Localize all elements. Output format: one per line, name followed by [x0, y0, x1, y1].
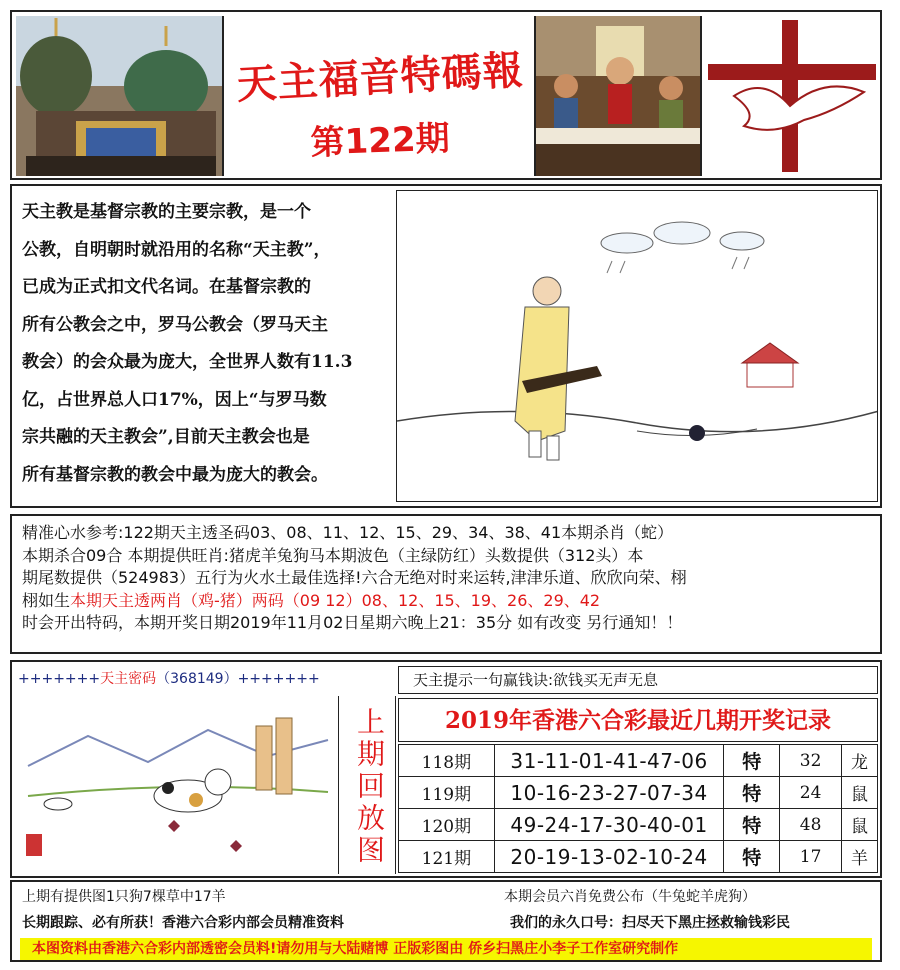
intro-line: 宗共融的天主教会”,目前天主教会也是: [22, 427, 310, 447]
footer-slogan-left: 长期跟踪、必有所获！香港六合彩内部会员精准资料: [22, 915, 344, 931]
table-row: [399, 809, 878, 841]
record-special: 32: [780, 745, 842, 777]
intro-line: 天主教是基督宗教的主要宗教，是一个: [22, 202, 311, 222]
footer-disclaimer-band: 本图资料由香港六合彩内部透密会员料!请勿用与大陆赌博 正版彩图由 侨乡扫黑庄小李子工作室研究制作: [20, 938, 872, 960]
last-supper-image: [534, 16, 702, 176]
intro-line: 公教，自明朝时就沿用的名称“天主教”，: [22, 239, 331, 260]
title-area: [226, 16, 534, 176]
record-zodiac: 鼠: [842, 809, 878, 841]
record-te: 特: [724, 809, 780, 841]
secret-suffix: +++++++: [237, 671, 320, 687]
info-line-3: 期尾数提供（524983）五行为火水土最佳选择!六合无绝对时来运转,津津乐道、欣欣向荣、栩: [22, 568, 687, 587]
newspaper-title: 天主福音特碼報: [235, 47, 525, 109]
intro-line: 亿，占世界总人口17%，因上“与罗马数: [22, 389, 327, 410]
intro-line: 所有公教会之中，罗马公教会（罗马天主: [22, 314, 328, 335]
footer: [10, 880, 882, 962]
record-zodiac: 鼠: [842, 777, 878, 809]
draw-records-table: [398, 744, 878, 873]
intro-paragraph: [22, 194, 392, 494]
info-line-4: [22, 590, 870, 613]
cat-illustration: [18, 696, 338, 874]
secret-code: （368149）: [156, 671, 238, 687]
record-te: 特: [724, 745, 780, 777]
secret-label: 天主密码: [100, 671, 157, 687]
footer-member-zodiacs: 本期会员六肖免费公布（牛兔蛇羊虎狗）: [504, 889, 756, 905]
record-te: 特: [724, 777, 780, 809]
record-zodiac: 龙: [842, 745, 878, 777]
record-numbers: 31-11-01-41-47-06: [494, 745, 723, 777]
church-dome-image: [16, 16, 224, 176]
record-special: 24: [780, 777, 842, 809]
money-tip: 天主提示一句赢钱诀:欲钱买无声无息: [398, 666, 878, 694]
info-line-5: 时会开出特码，本期开奖日期2019年11月02日星期六晚上21：35分 如有改变 另行通知！！: [22, 613, 683, 632]
record-issue: 121期: [399, 841, 495, 873]
intro-section: [10, 184, 882, 508]
record-issue: 118期: [399, 745, 495, 777]
scholar-illustration: [396, 190, 878, 502]
record-numbers: 20-19-13-02-10-24: [494, 841, 723, 873]
footer-last-hint: 上期有提供图1只狗7棵草中17羊: [22, 889, 226, 905]
info-line-1: 精准心水参考:122期天主透圣码03、08、11、12、15、29、34、38、41本期杀肖（蛇）: [22, 523, 674, 542]
intro-line: 教会）的会众最为庞大，全世界人数有11.3: [22, 352, 353, 372]
record-special: 48: [780, 809, 842, 841]
intro-line: 所有基督宗教的教会中最为庞大的教会。: [22, 464, 328, 485]
records-title: 2019年香港六合彩最近几期开奖记录: [398, 698, 878, 742]
info-highlight: 本期天主透两肖（鸡-猪）两码（09 12）08、12、15、19、26、29、42: [70, 590, 601, 610]
table-row: [399, 745, 878, 777]
header-banner: [10, 10, 882, 180]
record-special: 17: [780, 841, 842, 873]
info-line-4-lead: 栩如生: [22, 590, 71, 610]
secret-code-line: [18, 666, 398, 692]
record-te: 特: [724, 841, 780, 873]
prediction-info: [10, 514, 882, 654]
intro-line: 已成为正式扣文代名词。在基督宗教的: [22, 277, 311, 297]
info-line-2: 本期杀合09合 本期提供旺肖:猪虎羊兔狗马本期波色（主绿防红）头数提供（312头）本: [22, 545, 644, 565]
record-issue: 120期: [399, 809, 495, 841]
record-issue: 119期: [399, 777, 495, 809]
record-numbers: 10-16-23-27-07-34: [494, 777, 723, 809]
secret-prefix: +++++++: [18, 671, 101, 687]
record-numbers: 49-24-17-30-40-01: [494, 809, 723, 841]
table-row: [399, 841, 878, 873]
last-issue-review-label: 上期回放图: [338, 696, 396, 874]
cross-dove-image: [704, 16, 880, 176]
record-zodiac: 羊: [842, 841, 878, 873]
results-section: [10, 660, 882, 878]
table-row: [399, 777, 878, 809]
issue-number: 第122期: [309, 118, 451, 164]
footer-slogan-right: 我们的永久口号：扫尽天下黑庄拯救输钱彩民: [510, 915, 790, 931]
